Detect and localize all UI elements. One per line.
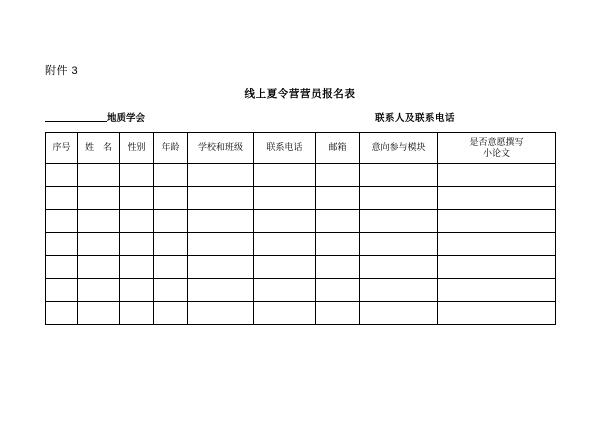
cell-essay[interactable] <box>438 302 556 325</box>
cell-school[interactable] <box>188 164 254 187</box>
cell-age[interactable] <box>154 210 188 233</box>
column-header-seq: 序号 <box>46 133 78 164</box>
cell-phone[interactable] <box>254 302 316 325</box>
cell-seq[interactable] <box>46 302 78 325</box>
column-header-email: 邮箱 <box>316 133 360 164</box>
cell-phone[interactable] <box>254 233 316 256</box>
cell-gender[interactable] <box>120 233 154 256</box>
table-header-row <box>46 133 556 164</box>
cell-email[interactable] <box>316 302 360 325</box>
attachment-label: 附件 3 <box>45 65 79 77</box>
cell-essay[interactable] <box>438 164 556 187</box>
cell-school[interactable] <box>188 256 254 279</box>
cell-essay[interactable] <box>438 233 556 256</box>
cell-email[interactable] <box>316 187 360 210</box>
cell-phone[interactable] <box>254 210 316 233</box>
cell-essay[interactable] <box>438 256 556 279</box>
cell-name[interactable] <box>78 210 120 233</box>
column-header-phone: 联系电话 <box>254 133 316 164</box>
column-header-age: 年龄 <box>154 133 188 164</box>
cell-email[interactable] <box>316 210 360 233</box>
cell-module[interactable] <box>360 233 438 256</box>
cell-age[interactable] <box>154 256 188 279</box>
cell-name[interactable] <box>78 233 120 256</box>
organization-field <box>45 110 145 124</box>
table-row[interactable] <box>46 164 556 187</box>
organization-label: 地质学会 <box>107 113 146 124</box>
column-header-essay <box>438 133 556 164</box>
organization-blank-line <box>45 110 107 122</box>
column-header-essay-line2: 小论文 <box>482 148 510 158</box>
cell-seq[interactable] <box>46 164 78 187</box>
cell-name[interactable] <box>78 256 120 279</box>
cell-age[interactable] <box>154 279 188 302</box>
cell-email[interactable] <box>316 279 360 302</box>
table-row[interactable] <box>46 210 556 233</box>
cell-email[interactable] <box>316 233 360 256</box>
cell-seq[interactable] <box>46 187 78 210</box>
cell-name[interactable] <box>78 302 120 325</box>
table-row[interactable] <box>46 233 556 256</box>
cell-phone[interactable] <box>254 187 316 210</box>
cell-module[interactable] <box>360 279 438 302</box>
cell-seq[interactable] <box>46 279 78 302</box>
table-body <box>46 164 556 325</box>
cell-name[interactable] <box>78 279 120 302</box>
table-row[interactable] <box>46 256 556 279</box>
cell-school[interactable] <box>188 210 254 233</box>
column-header-essay-line1: 是否意愿撰写 <box>469 136 524 147</box>
cell-phone[interactable] <box>254 279 316 302</box>
cell-school[interactable] <box>188 279 254 302</box>
cell-name[interactable] <box>78 164 120 187</box>
cell-age[interactable] <box>154 302 188 325</box>
cell-module[interactable] <box>360 187 438 210</box>
cell-email[interactable] <box>316 256 360 279</box>
cell-age[interactable] <box>154 233 188 256</box>
cell-age[interactable] <box>154 187 188 210</box>
column-header-module: 意向参与模块 <box>360 133 438 164</box>
table-row[interactable] <box>46 187 556 210</box>
cell-phone[interactable] <box>254 256 316 279</box>
cell-gender[interactable] <box>120 187 154 210</box>
table-row[interactable] <box>46 302 556 325</box>
cell-email[interactable] <box>316 164 360 187</box>
page-title: 线上夏令营营员报名表 <box>244 88 356 100</box>
cell-phone[interactable] <box>254 164 316 187</box>
column-header-gender: 性别 <box>120 133 154 164</box>
cell-gender[interactable] <box>120 210 154 233</box>
cell-module[interactable] <box>360 164 438 187</box>
cell-module[interactable] <box>360 302 438 325</box>
cell-gender[interactable] <box>120 256 154 279</box>
cell-gender[interactable] <box>120 279 154 302</box>
cell-module[interactable] <box>360 210 438 233</box>
cell-gender[interactable] <box>120 164 154 187</box>
cell-age[interactable] <box>154 164 188 187</box>
table-row[interactable] <box>46 279 556 302</box>
cell-module[interactable] <box>360 256 438 279</box>
column-header-school: 学校和班级 <box>188 133 254 164</box>
signup-table <box>45 132 556 325</box>
cell-essay[interactable] <box>438 187 556 210</box>
cell-seq[interactable] <box>46 256 78 279</box>
cell-essay[interactable] <box>438 210 556 233</box>
contact-label: 联系人及联系电话 <box>375 113 456 124</box>
cell-name[interactable] <box>78 187 120 210</box>
cell-school[interactable] <box>188 302 254 325</box>
cell-school[interactable] <box>188 187 254 210</box>
cell-school[interactable] <box>188 233 254 256</box>
cell-gender[interactable] <box>120 302 154 325</box>
column-header-name: 姓 名 <box>78 133 120 164</box>
cell-seq[interactable] <box>46 233 78 256</box>
info-row <box>45 110 555 126</box>
cell-essay[interactable] <box>438 279 556 302</box>
cell-seq[interactable] <box>46 210 78 233</box>
